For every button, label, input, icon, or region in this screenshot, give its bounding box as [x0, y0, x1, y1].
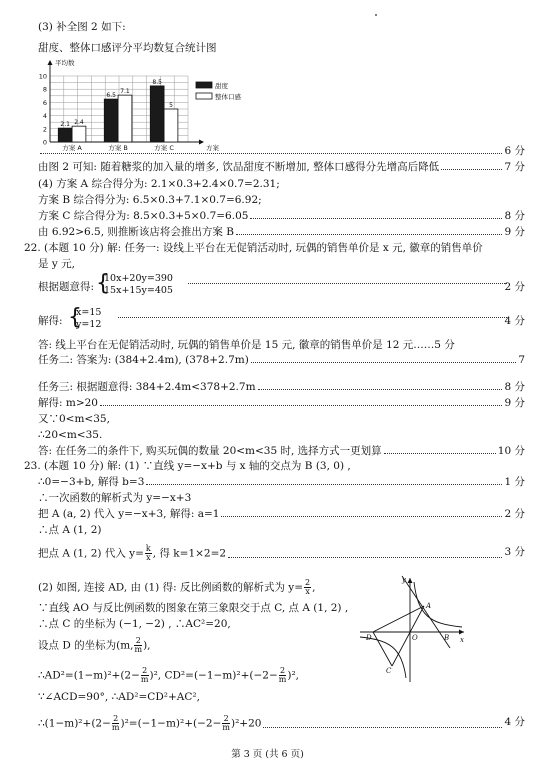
plan-b-score: 方案 B 综合得分为: 6.5×0.3+7.1×0.7=6.92;: [38, 194, 262, 206]
hyperbola-branch-2: [360, 637, 406, 678]
task3-answer: 答: 在任务二的条件下, 购买玩偶的数量 20<m<35 时, 选择方式一更划算 10 分: [38, 445, 525, 457]
part3-heading: (3) 补全图 2 如下:: [38, 21, 126, 33]
q23-part2-intro: (2) 如图, 连接 AD, 由 (1) 得: 反比例函数的解析式为 y= $\frac{2}{x}$ ,: [38, 578, 316, 596]
legend-label: 甜度: [215, 82, 228, 90]
q23-point-a: ∴点 A (1, 2): [38, 524, 102, 536]
analysis-line: 由图 2 可知: 随着糖浆的加入量的增多, 饮品甜度不断增加, 整体口感得分先增高后降低 7 分: [38, 161, 525, 173]
q22-heading-cont: 是 y 元,: [38, 258, 75, 270]
bar-sweetness: [150, 86, 164, 142]
page-footer: 第 3 页 (共 6 页): [231, 749, 304, 760]
x-tick-label: 方案 A: [62, 144, 82, 152]
legend-swatch: [196, 93, 212, 99]
y-tick-label: 6: [42, 98, 47, 107]
plan-a-score: (4) 方案 A 综合得分为: 2.1×0.3+2.4×0.7=2.31;: [38, 178, 280, 190]
origin-label: O: [412, 634, 418, 642]
bar-taste: [118, 95, 132, 142]
y-axis-label: 平均数: [55, 59, 75, 67]
x-tick-label: 方案 C: [154, 144, 174, 152]
bar-sweetness: [58, 128, 72, 142]
function-graph: [358, 574, 468, 684]
q23-point-d: 设点 D 的坐标为(m, $\frac{2}{m}$ ),: [38, 636, 151, 654]
bar-value-label: 2.1: [60, 121, 70, 129]
x-axis-label: 方案: [206, 144, 219, 152]
line-cd: [373, 632, 392, 666]
bar-value-label: 8.5: [152, 78, 162, 86]
bar-value-label: 6.5: [106, 92, 116, 100]
q23-right-angle: ∵∠ACD=90°, ∴AD²=CD²+AC²,: [38, 691, 200, 703]
q23-distances: ∴AD²=(1−m)²+(2− $\frac{2}{m}$ )², CD²=(−1−m)²+(−2− $\frac{2}{m}$ )²,: [38, 666, 299, 684]
x-tick-label: 方案 B: [108, 144, 128, 152]
y-tick-label: 10: [38, 72, 47, 81]
q23-point-c-reason: ∵直线 AO 与反比例函数的图象在第三象限交于点 C, 点 A (1, 2) ,: [38, 602, 349, 614]
point-d-label: D: [366, 634, 372, 642]
q23-solve-a: 把 A (a, 2) 代入 y=−x+3, 解得: a=1 2 分: [38, 508, 525, 520]
plan-c-score: 方案 C 综合得分为: 8.5×0.3+5×0.7=6.05 8 分: [38, 210, 525, 222]
chart-heading: 甜度、整体口感评分平均数复合统计图: [38, 42, 217, 54]
task1-answer: 答: 线上平台在无促销活动时, 玩偶的销售单价是 15 元, 徽章的销售单价是 12 元……5 分: [38, 339, 455, 351]
bar-taste: [164, 109, 178, 142]
score-line-6: 6 分: [38, 144, 525, 158]
legend-swatch: [196, 82, 212, 88]
task3-inequality: 任务三: 根据题意得: 384+2.4m<378+2.7m 8 分: [38, 381, 525, 393]
axis-x-label: x: [460, 636, 464, 644]
axis-y-label: y: [402, 576, 406, 584]
point-c-label: C: [386, 667, 392, 675]
x-axis-arrow: [459, 630, 464, 635]
point-a-label: A: [426, 602, 432, 610]
y-tick-label: 8: [42, 85, 47, 94]
legend-label: 整体口感: [215, 93, 241, 101]
bar-sweetness: [104, 99, 118, 142]
bar-value-label: 2.4: [74, 119, 84, 127]
q23-solve-b: ∴0=−3+b, 解得 b=3 1 分: [38, 476, 525, 488]
y-axis-arrow: [48, 60, 53, 65]
task3-solution: 解得: m>20 9 分: [38, 397, 525, 409]
system-solution-1: 解得: { x=15 y=12 4 分: [38, 305, 525, 330]
system-equations-1: 根据题意得: { 10x+20y=390 15x+15y=405 2 分: [38, 271, 525, 296]
bar-taste: [72, 126, 86, 142]
y-tick-label: 4: [42, 112, 47, 121]
q23-point-c: ∴点 C 的坐标为 (−1, −2) , ∴AC²=20,: [38, 618, 231, 630]
bar-value-label: 5: [169, 102, 173, 109]
task2-answer: 任务二: 答案为: (384+2.4m), (378+2.7m) 7: [38, 354, 525, 366]
line-ad: [373, 606, 424, 632]
q22-heading: 22. (本题 10 分) 解: 任务一: 设线上平台在无促销活动时, 玩偶的销售单价是 x 元, 徽章的销售单价: [24, 242, 483, 254]
bar-value-label: 7.1: [120, 88, 130, 96]
conclusion-line: 由 6.92>6.5, 则推断该店将会推出方案 B 9 分: [38, 226, 525, 238]
stray-dot: [375, 14, 377, 16]
task3-range: 又∵0<m<35,: [38, 413, 110, 425]
line-ab: [402, 576, 450, 648]
y-tick-label: 0: [42, 138, 47, 147]
y-tick-label: 2: [42, 125, 47, 134]
q23-linear-function: ∴一次函数的解析式为 y=−x+3: [38, 492, 192, 504]
point-b-label: B: [444, 634, 450, 642]
q23-heading: 23. (本题 10 分) 解: (1) ∵直线 y=−x+b 与 x 轴的交点为 B (3, 0) ,: [24, 460, 351, 472]
bar-chart: [34, 56, 274, 152]
y-axis-arrow: [408, 578, 413, 583]
q23-solve-k: 把点 A (1, 2) 代入 y= $\frac{k}{x}$ , 得 k=1×2=2 3 分: [38, 544, 525, 562]
line-ac: [392, 606, 424, 666]
task3-result: ∴20<m<35.: [38, 429, 103, 441]
q23-equation: ∴(1−m)²+(2− $\frac{2}{m}$ )²=(−1−m)²+(−2− $\frac{2}{m}$ )²+20 4 分: [38, 714, 525, 732]
